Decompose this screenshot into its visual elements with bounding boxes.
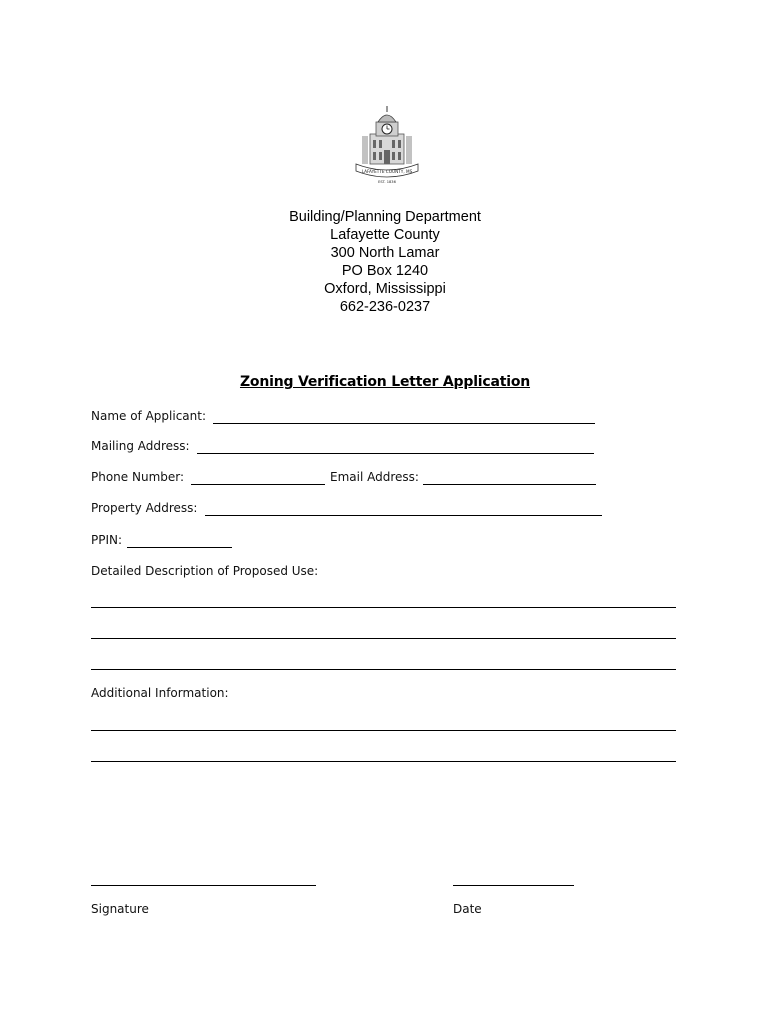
ppin-label: PPIN: (91, 533, 123, 547)
signature-label: Signature (91, 902, 149, 916)
ppin-field[interactable] (127, 547, 232, 548)
phone-number: 662-236-0237 (339, 299, 431, 315)
name-label: Name of Applicant: (91, 409, 207, 423)
name-field[interactable] (213, 423, 595, 424)
seal-est: EST. 1836 (378, 180, 396, 184)
city-state: Oxford, Mississippi (324, 281, 446, 297)
email-field[interactable] (423, 484, 596, 485)
phone-field[interactable] (191, 484, 325, 485)
department-header (0, 208, 770, 316)
description-line-3[interactable] (91, 669, 676, 670)
property-address-field[interactable] (205, 515, 602, 516)
mailing-address-field[interactable] (197, 453, 594, 454)
po-box: PO Box 1240 (341, 263, 429, 279)
description-line-1[interactable] (91, 607, 676, 608)
date-label: Date (453, 902, 482, 916)
mailing-label: Mailing Address: (91, 439, 190, 453)
description-label: Detailed Description of Proposed Use: (91, 564, 319, 578)
department-name: Building/Planning Department (289, 209, 481, 225)
county-name: Lafayette County (330, 227, 440, 243)
email-label: Email Address: (330, 470, 419, 484)
street-address: 300 North Lamar (330, 245, 440, 261)
description-line-2[interactable] (91, 638, 676, 639)
additional-info-line-2[interactable] (91, 761, 676, 762)
property-label: Property Address: (91, 501, 198, 515)
county-seal-logo (352, 104, 422, 186)
additional-info-line-1[interactable] (91, 730, 676, 731)
signature-field[interactable] (91, 885, 316, 886)
seal-caption: LAFAYETTE COUNTY, MS (361, 169, 413, 174)
form-title: Zoning Verification Letter Application (239, 374, 531, 390)
phone-label: Phone Number: (91, 470, 185, 484)
additional-info-label: Additional Information: (91, 686, 229, 700)
date-field[interactable] (453, 885, 574, 886)
